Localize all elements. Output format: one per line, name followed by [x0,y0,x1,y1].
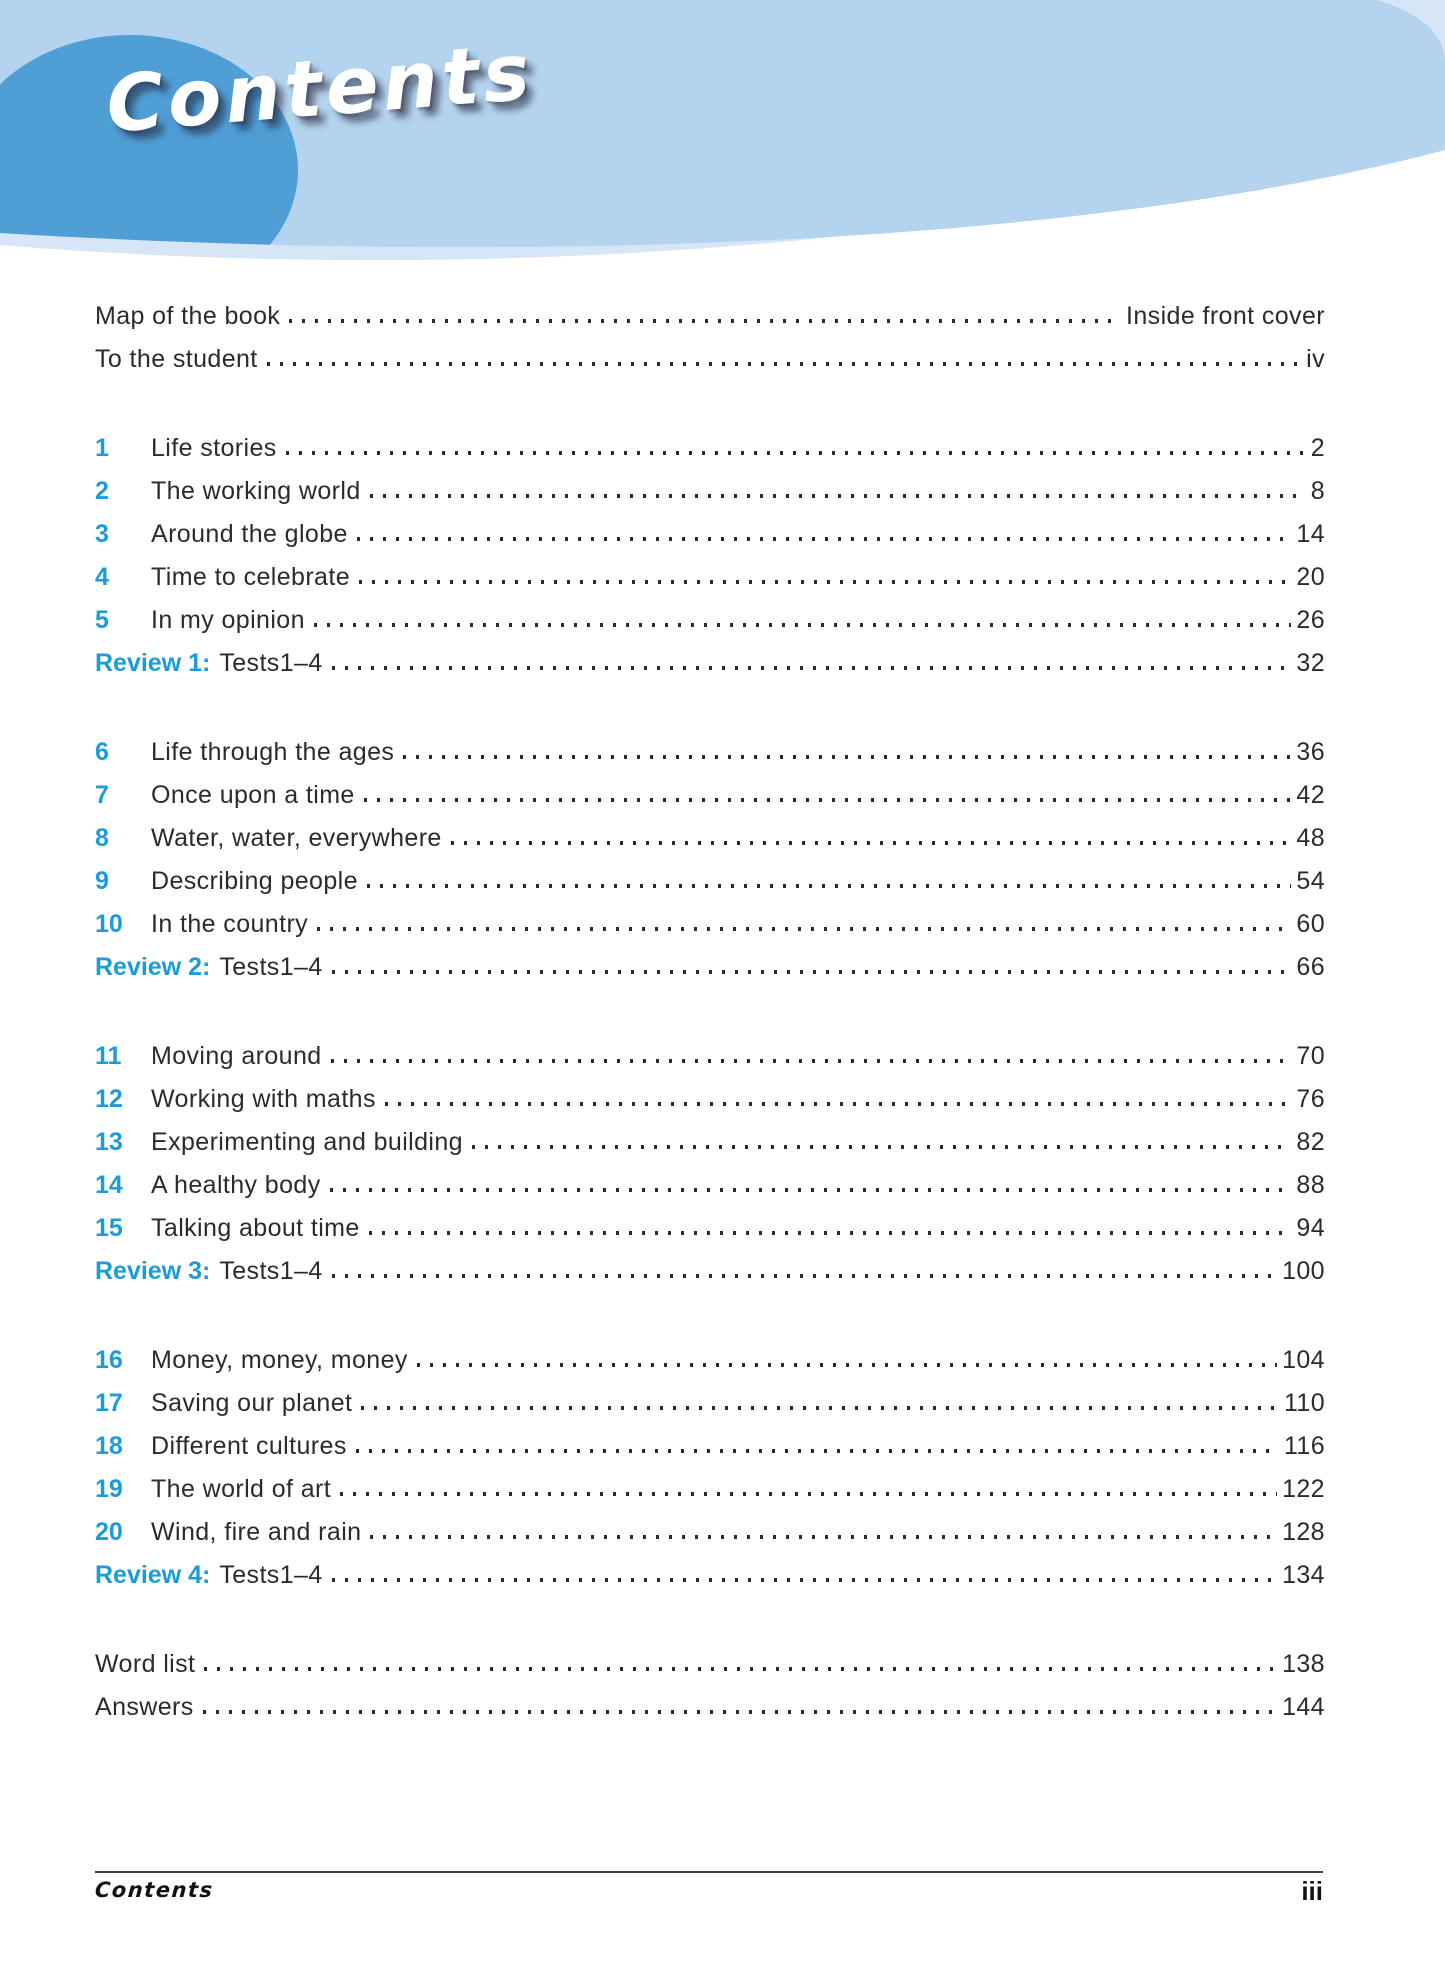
entry-title: The world of art [151,1474,332,1503]
page-number: iv [1306,344,1325,373]
page-number: 104 [1282,1345,1325,1374]
header-swoosh-graphic [0,0,1445,300]
entry-title: Describing people [151,866,358,895]
toc-row [95,590,1325,633]
review-label: Review 2: [95,952,211,981]
chapter-number: 18 [95,1431,123,1460]
toc-row [95,633,1325,676]
page-number: 54 [1296,866,1325,895]
chapter-number: 4 [95,562,109,591]
review-label: Review 4: [95,1560,211,1589]
page-number: 42 [1296,780,1325,809]
entry-title: Word list [95,1649,196,1678]
footer-page-number: iii [1301,1876,1323,1906]
chapter-number: 20 [95,1517,123,1546]
page-number: 66 [1296,952,1325,981]
page-number: 70 [1296,1041,1325,1070]
page-header [0,0,1445,300]
dot-leader [332,1578,1277,1582]
page-number: 76 [1296,1084,1325,1113]
toc-row [95,1416,1325,1459]
front-matter [95,286,1325,372]
page-number: 138 [1282,1649,1325,1678]
toc-row [95,1459,1325,1502]
dot-leader [369,1231,1292,1235]
toc-row [95,547,1325,590]
dot-leader [364,798,1292,802]
chapter-number: 17 [95,1388,123,1417]
dot-leader [332,666,1292,670]
toc-row [95,418,1325,461]
page-number: 20 [1296,562,1325,591]
page-footer [95,1871,1323,1904]
review-label: Review 3: [95,1256,211,1285]
dot-leader [331,1059,1292,1063]
chapter-number: 19 [95,1474,123,1503]
dot-leader [340,1492,1277,1496]
chapter-number: 8 [95,823,109,852]
dot-leader [370,494,1306,498]
page-number: 144 [1282,1692,1325,1721]
dot-leader [451,841,1292,845]
entry-title: Time to celebrate [151,562,351,591]
dot-leader [359,580,1291,584]
entry-title: The working world [151,476,361,505]
dot-leader [361,1406,1279,1410]
page-number: 94 [1296,1213,1325,1242]
chapter-number: 1 [95,433,109,462]
table-of-contents [95,286,1325,1720]
toc-section [95,418,1325,676]
dot-leader [332,970,1292,974]
chapter-number: 12 [95,1084,123,1113]
dot-leader [204,1667,1277,1671]
toc-row [95,1502,1325,1545]
entry-title: In my opinion [151,605,305,634]
chapter-number: 5 [95,605,109,634]
entry-title: Different cultures [151,1431,347,1460]
page-number: 8 [1310,476,1325,505]
chapter-number: 10 [95,909,123,938]
page-number: 60 [1296,909,1325,938]
dot-leader [332,1274,1277,1278]
dot-leader [203,1710,1277,1714]
toc-row [95,765,1325,808]
toc-row [95,1069,1325,1112]
page-number: 26 [1296,605,1325,634]
back-matter [95,1634,1325,1720]
page-number: Inside front cover [1126,301,1325,330]
entry-title: Tests1–4 [219,952,323,981]
page-number: 110 [1283,1388,1325,1417]
entry-title: Life stories [151,433,277,462]
chapter-number: 11 [95,1041,122,1070]
entry-title: Around the globe [151,519,348,548]
dot-leader [289,319,1121,323]
toc-row [95,1241,1325,1284]
page-title: Contents [103,27,537,151]
chapter-number: 2 [95,476,109,505]
page-number: 48 [1296,823,1325,852]
entry-title: Once upon a time [151,780,355,809]
dot-leader [472,1145,1291,1149]
toc-section [95,1026,1325,1284]
dot-leader [417,1363,1277,1367]
entry-title: Experimenting and building [151,1127,463,1156]
toc-row [95,1026,1325,1069]
dot-leader [267,362,1301,366]
dot-leader [356,1449,1279,1453]
dot-leader [385,1102,1292,1106]
toc-row [95,1112,1325,1155]
page-number: 100 [1282,1256,1325,1285]
toc-row [95,722,1325,765]
toc-row [95,1155,1325,1198]
dot-leader [367,884,1291,888]
entry-title: Money, money, money [151,1345,408,1374]
footer-contents-label: Contents [94,1878,215,1902]
page-number: 2 [1310,433,1325,462]
page-number: 82 [1296,1127,1325,1156]
chapter-number: 15 [95,1213,123,1242]
entry-title: Tests1–4 [219,648,323,677]
page-number: 116 [1283,1431,1325,1460]
page-number: 128 [1282,1517,1325,1546]
toc-row [95,1677,1325,1720]
toc-row [95,504,1325,547]
entry-title: Tests1–4 [219,1256,323,1285]
entry-title: To the student [95,344,258,373]
toc-row [95,1330,1325,1373]
chapter-number: 16 [95,1345,123,1374]
entry-title: Saving our planet [151,1388,353,1417]
toc-row [95,1198,1325,1241]
toc-row [95,937,1325,980]
page-number: 36 [1296,737,1325,766]
entry-title: In the country [151,909,309,938]
review-label: Review 1: [95,648,211,677]
toc-section [95,1330,1325,1588]
toc-section [95,722,1325,980]
chapter-number: 13 [95,1127,123,1156]
toc-row [95,1634,1325,1677]
toc-row [95,461,1325,504]
toc-sections [95,418,1325,1588]
toc-row [95,286,1325,329]
toc-row [95,894,1325,937]
page-number: 122 [1282,1474,1325,1503]
toc-row [95,851,1325,894]
entry-title: Map of the book [95,301,281,330]
page-number: 134 [1282,1560,1325,1589]
page-number: 14 [1296,519,1325,548]
dot-leader [330,1188,1292,1192]
chapter-number: 9 [95,866,109,895]
entry-title: A healthy body [151,1170,321,1199]
dot-leader [314,623,1291,627]
chapter-number: 3 [95,519,109,548]
entry-title: Talking about time [151,1213,360,1242]
dot-leader [357,537,1292,541]
toc-row [95,1545,1325,1588]
chapter-number: 7 [95,780,109,809]
toc-row [95,808,1325,851]
entry-title: Water, water, everywhere [151,823,442,852]
page-number: 88 [1296,1170,1325,1199]
dot-leader [370,1535,1277,1539]
chapter-number: 6 [95,737,109,766]
toc-row [95,329,1325,372]
dot-leader [317,927,1291,931]
entry-title: Tests1–4 [219,1560,323,1589]
page-number: 32 [1296,648,1325,677]
toc-row [95,1373,1325,1416]
dot-leader [286,451,1306,455]
dot-leader [403,755,1291,759]
entry-title: Moving around [151,1041,322,1070]
entry-title: Life through the ages [151,737,395,766]
entry-title: Working with maths [151,1084,376,1113]
entry-title: Wind, fire and rain [151,1517,362,1546]
chapter-number: 14 [95,1170,123,1199]
entry-title: Answers [95,1692,194,1721]
